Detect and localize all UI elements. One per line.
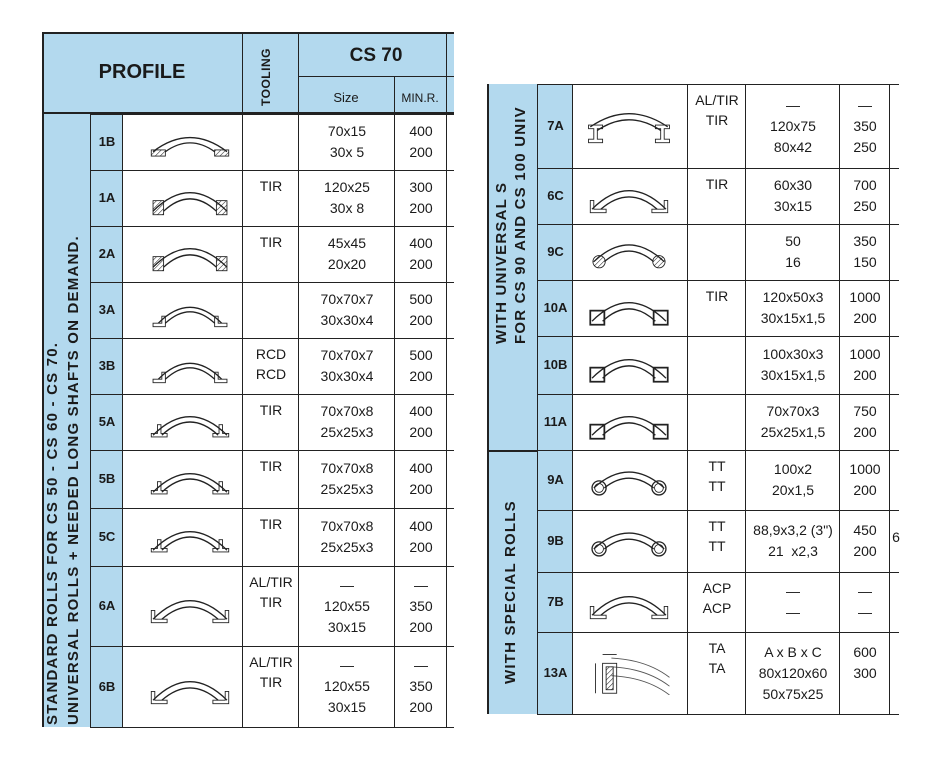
row-code: 5B (98, 471, 116, 486)
row-size: 120x75 (770, 117, 816, 134)
row-min-r: 200 (409, 144, 433, 160)
row-size: 20x20 (327, 256, 367, 272)
row-size: 70x70x7 (320, 347, 374, 363)
row-code: 3A (98, 302, 116, 317)
row-size: 30x 5 (329, 144, 365, 160)
row-size: 120x55 (324, 597, 370, 614)
min-r-header: MIN.R. (401, 91, 439, 105)
row-min-r: 200 (409, 699, 433, 715)
row-code: 10A (543, 300, 568, 315)
row-tooling: TIR (259, 674, 283, 690)
row-tooling: RCD (255, 346, 287, 362)
row-size: — (786, 604, 800, 620)
tooling-header: TOOLING (259, 48, 273, 106)
row-code: 6C (547, 188, 564, 203)
row-code: 2A (98, 246, 116, 261)
row-size: 50 (785, 233, 801, 249)
row-code: 9A (547, 472, 564, 487)
row-tooling: TIR (259, 234, 283, 250)
row-tooling: TIR (259, 516, 283, 532)
row-code: 5C (98, 529, 116, 544)
row-min-r: 500 (409, 291, 433, 307)
row-size: 30x15x1,5 (760, 367, 826, 383)
row-min-r: 700 (853, 177, 877, 193)
row-min-r: 150 (853, 254, 877, 270)
row-size: 25x25x1,5 (760, 424, 826, 440)
row-size: 80x120x60 (758, 664, 828, 681)
row-size: 70x70x7 (320, 291, 374, 307)
size-header: Size (333, 90, 359, 105)
row-min-r: 350 (853, 117, 877, 134)
row-tooling: TIR (705, 112, 729, 128)
row-size: 25x25x3 (320, 424, 374, 440)
left-table (42, 32, 454, 727)
row-tooling: AL/TIR (249, 654, 293, 670)
row-min-r: 200 (853, 424, 877, 440)
row-tooling: ACP (702, 600, 732, 616)
row-tooling: TT (708, 538, 726, 554)
row-code: 1B (98, 134, 116, 149)
row-size: 21 x2,3 (768, 543, 818, 559)
row-min-r: 200 (409, 200, 433, 216)
tee-ring-icon (140, 515, 240, 559)
row-min-r: — (414, 657, 428, 673)
round-tube-ring-icon (579, 519, 679, 563)
row-min-r: 200 (409, 256, 433, 272)
row-code: 6B (98, 678, 116, 694)
row-min-r: 200 (409, 312, 433, 328)
row-code: 9C (547, 244, 564, 259)
row-min-r: 600 (853, 643, 877, 660)
right-table (487, 84, 899, 714)
row-code: 7B (547, 594, 564, 609)
row-code: 1A (98, 190, 116, 205)
row-tooling: TA (708, 640, 726, 656)
row-size: 50x75x25 (762, 685, 824, 702)
row-tooling: TT (708, 478, 726, 494)
row-min-r: 500 (409, 347, 433, 363)
row-tooling: ACP (702, 580, 732, 596)
row-min-r: — (414, 576, 428, 593)
row-size: — (786, 96, 800, 113)
row-size: 70x70x8 (320, 460, 374, 476)
tee-ring-icon (140, 400, 240, 444)
row-min-r: 250 (853, 198, 877, 214)
row-size: 30x15 (327, 618, 367, 635)
row-min-r: — (858, 583, 872, 599)
row-code: 3B (98, 358, 116, 373)
flat-bar-ring-icon (140, 120, 240, 164)
row-size: 30x15 (327, 699, 367, 715)
row-min-r: 400 (409, 460, 433, 476)
row-size: 30x15x1,5 (760, 310, 826, 326)
row-min-r: 1000 (849, 461, 881, 477)
row-size: 16 (785, 254, 801, 270)
round-tube-ring-icon (579, 458, 679, 502)
square-bar-ring-icon (140, 232, 240, 276)
row-min-r: 200 (409, 424, 433, 440)
row-tooling: AL/TIR (249, 574, 293, 590)
side-label-line1: STANDARD ROLLS FOR CS 50 - CS 60 - CS 70. (44, 341, 61, 725)
row-tooling: TIR (705, 176, 729, 192)
right-side-band (487, 84, 572, 714)
row-size: 100x30x3 (762, 346, 824, 362)
row-min-r: — (858, 604, 872, 620)
row-min-r: 200 (853, 543, 877, 559)
row-size: 120x55 (324, 678, 370, 694)
row-min-r: 400 (409, 403, 433, 419)
row-min-r: 200 (853, 310, 877, 326)
row-size: 25x25x3 (320, 481, 374, 497)
angle-ring-icon (140, 288, 240, 332)
rect-bar-ring-icon (140, 176, 240, 220)
row-size: 80x42 (773, 138, 813, 155)
row-size: — (340, 576, 354, 593)
row-min-r: 300 (853, 664, 877, 681)
row-min-r: 200 (409, 618, 433, 635)
row-min-r: 400 (409, 518, 433, 534)
row-tooling: TIR (259, 594, 283, 610)
row-min-r: 350 (409, 678, 433, 694)
row-code: 9B (547, 533, 564, 548)
beam-ring-icon (579, 104, 679, 148)
row-size: 70x15 (327, 123, 367, 139)
row-tooling: TT (708, 458, 726, 474)
row-size: 60x30 (773, 177, 813, 193)
row-min-r: 350 (409, 597, 433, 614)
row-size: 70x70x8 (320, 403, 374, 419)
row-min-r: 1000 (849, 289, 881, 305)
row-code: 11A (543, 414, 568, 429)
model-header: CS 70 (349, 45, 403, 66)
row-min-r: 1000 (849, 346, 881, 362)
row-tooling: TIR (259, 178, 283, 194)
rect-tube-ring-icon (579, 343, 679, 387)
rect-tube-ring-icon (579, 286, 679, 330)
row-min-r: 200 (853, 482, 877, 498)
square-tube-ring-icon (579, 400, 679, 444)
row-tooling: TIR (259, 402, 283, 418)
channel-ring-icon (140, 584, 240, 628)
row-min-r: 400 (409, 123, 433, 139)
group1-label-line1: WITH UNIVERSAL S (493, 181, 510, 344)
special-section-diagram-icon (579, 651, 679, 695)
row-tooling: TIR (705, 288, 729, 304)
row-min-r: 350 (853, 233, 877, 249)
row-size: 25x25x3 (320, 539, 374, 555)
profile-header: PROFILE (98, 61, 186, 83)
row-size: 88,9x3,2 (3") (753, 522, 833, 538)
row-size: 30x30x4 (320, 312, 374, 328)
row-tooling: AL/TIR (695, 92, 739, 108)
row-min-r: 200 (409, 539, 433, 555)
angle-ring-icon (140, 344, 240, 388)
channel-ring-icon (140, 665, 240, 709)
row-min-r: — (858, 96, 872, 113)
side-label-line2: UNIVERSAL ROLLS + NEEDED LONG SHAFTS ON DEMAND. (65, 235, 82, 725)
row-size: 20x1,5 (771, 482, 815, 498)
row-min-r: 200 (409, 368, 433, 384)
row-code: 10B (543, 357, 568, 372)
row-size: 30x 8 (329, 200, 365, 216)
row-min-r: 400 (409, 235, 433, 251)
channel-ring-icon (579, 580, 679, 624)
row-size: 30x30x4 (320, 368, 374, 384)
row-size: 120x25 (324, 179, 370, 195)
row-size: 100x2 (773, 461, 813, 477)
round-bar-ring-icon (579, 230, 679, 274)
row-size: 120x50x3 (762, 289, 824, 305)
group1-label-line2: FOR CS 90 AND CS 100 UNIV (512, 106, 529, 344)
row-min-r: 250 (853, 138, 877, 155)
row-size: 45x45 (327, 235, 367, 251)
row-min-r: 200 (409, 481, 433, 497)
row-code: 13A (543, 665, 568, 680)
row-min-r: 450 (853, 522, 877, 538)
extra-fragment: 6 (892, 529, 900, 545)
row-size: — (340, 657, 354, 673)
row-tooling: TA (708, 660, 726, 676)
row-code: 7A (547, 118, 564, 133)
row-tooling: TIR (259, 458, 283, 474)
row-size: — (786, 583, 800, 599)
channel-ring-icon (579, 174, 679, 218)
row-min-r: 300 (409, 179, 433, 195)
row-min-r: 750 (853, 403, 877, 419)
row-size: 30x15 (773, 198, 813, 214)
row-code: 5A (98, 414, 116, 429)
tee-ring-icon (140, 457, 240, 501)
row-tooling: TT (708, 518, 726, 534)
row-size: A x B x C (764, 643, 822, 660)
row-code: 6A (98, 598, 116, 613)
row-tooling: RCD (255, 366, 287, 382)
row-size: 70x70x3 (766, 403, 820, 419)
row-min-r: 200 (853, 367, 877, 383)
group2-label: WITH SPECIAL ROLLS (502, 500, 519, 684)
row-size: 70x70x8 (320, 518, 374, 534)
